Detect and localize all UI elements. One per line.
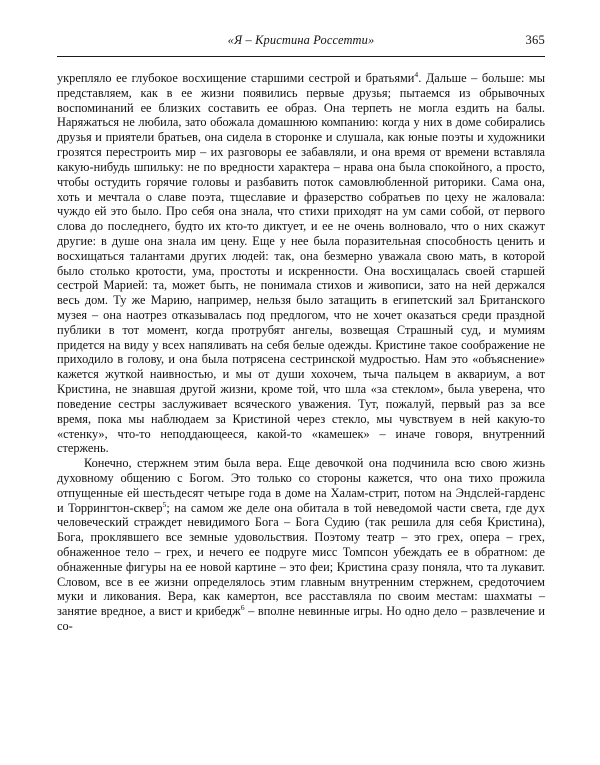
paragraph: укрепляло ее глубокое восхищение старшими сестрой и братьями$^4$. Дальше – больше: мы представляем, как в ее жизни появились первые друзья; пытаемся из обрывочных воспоминаний ее близких составить ее образ. Она терпеть не могла ездить на балы. Наряжаться не любила, зато обожала домашнюю компанию: когда у них в доме собирались друзья и приятели братьев, она сидела в сторонке и слушала, как юные поэты и художники грозятся перестроить мир – их разговоры ее забавляли, и она время от времени вставляла какую-нибудь шпильку: не по вредности характера – нрава она была спокойного, а просто, чтобы остудить горячие головы и разбавить поток самовлюбленной риторики. Сама она, хоть и мечтала о славе поэта, тщеславие и фразерство собратьев по цеху не жаловала: чуждо ей это было. Про себя она знала, что стихи приходят на ум сами собой, от первого слова до последнего, будто их кто-то диктует, и ее не очень волновало, что о них скажут другие: в душе она знала им цену. Еще у нее была поразительная способность ценить и восхищаться талантами других людей: так, она безмерно уважала свою мать, в которой было столько кротости, ума, простоты и искренности. Она восхищалась своей старшей сестрой Марией: та, может быть, не понимала стихов и живописи, зато на ней держался весь дом. Ту же Марию, например, нельзя было затащить в египетский зал Британского музея – она наотрез отказывалась под предлогом, что не хочет оказаться среди праздной публики в тот момент, когда протрубят ангелы, возвещая Страшный суд, и мумиям придется на виду у всех напяливать на себя белые одежды. Кристине такое соображение не приходило в голову, и она была потрясена сестринской мудростью. Нам это «объяснение» кажется жуткой наивностью, и мы от души хохочем, тыча пальцем в аквариум, а вот Кристина, не знавшая другой жизни, кроме той, что шла «за стеклом», была уверена, что поведение сестры заслуживает всяческого уважения. Тут, пожалуй, первый раз за все время, пока мы наблюдаем за Кристиной через стекло, мы чувствуем в ней какую-то «стенку», что-то неподдающееся, какой-то «камешек» – иначе говоря, внутренний стержень. [57, 69, 546, 456]
paragraph: Конечно, стержнем этим была вера. Еще девочкой она подчинила всю свою жизнь духовному общению с Богом. Это только со стороны кажется, что она тихо прожила отпущенные ей шестьдесят четыре года в доме на Халам-стрит, потом на Эндслей-гарденс и Торрингтон-сквер$^5$; на самом же деле она обитала в той неведомой части света, где дух человеческий страждет невидимого Бога – Бога Судию (так решила для себя Кристина), Бога, проклявшего все земные удовольствия. Поэтому театр – это грех, опера – грех, обнаженное тело – грех, и нечего ее подруге мисс Томпсон убеждать ее в обратном: де обнаженные фигуры на ее новой картине – это феи; Кристина сразу поняла, что та лукавит. Словом, все в ее жизни определялось этим главным внутренним стержнем, средоточием муки и ликования. Вера, как камертон, все расставляла по своим местам: шахматы – занятие вредное, а вист и крибедж$^6$ – вполне невинные игры. Но одно дело – развлечение и со- [57, 456, 546, 634]
running-head [57, 33, 545, 53]
page-number: 365 [525, 33, 545, 47]
running-head-title: «Я – Кристина Россетти» [227, 33, 375, 47]
body-text-block [57, 71, 545, 634]
header-divider-rule [57, 56, 545, 57]
